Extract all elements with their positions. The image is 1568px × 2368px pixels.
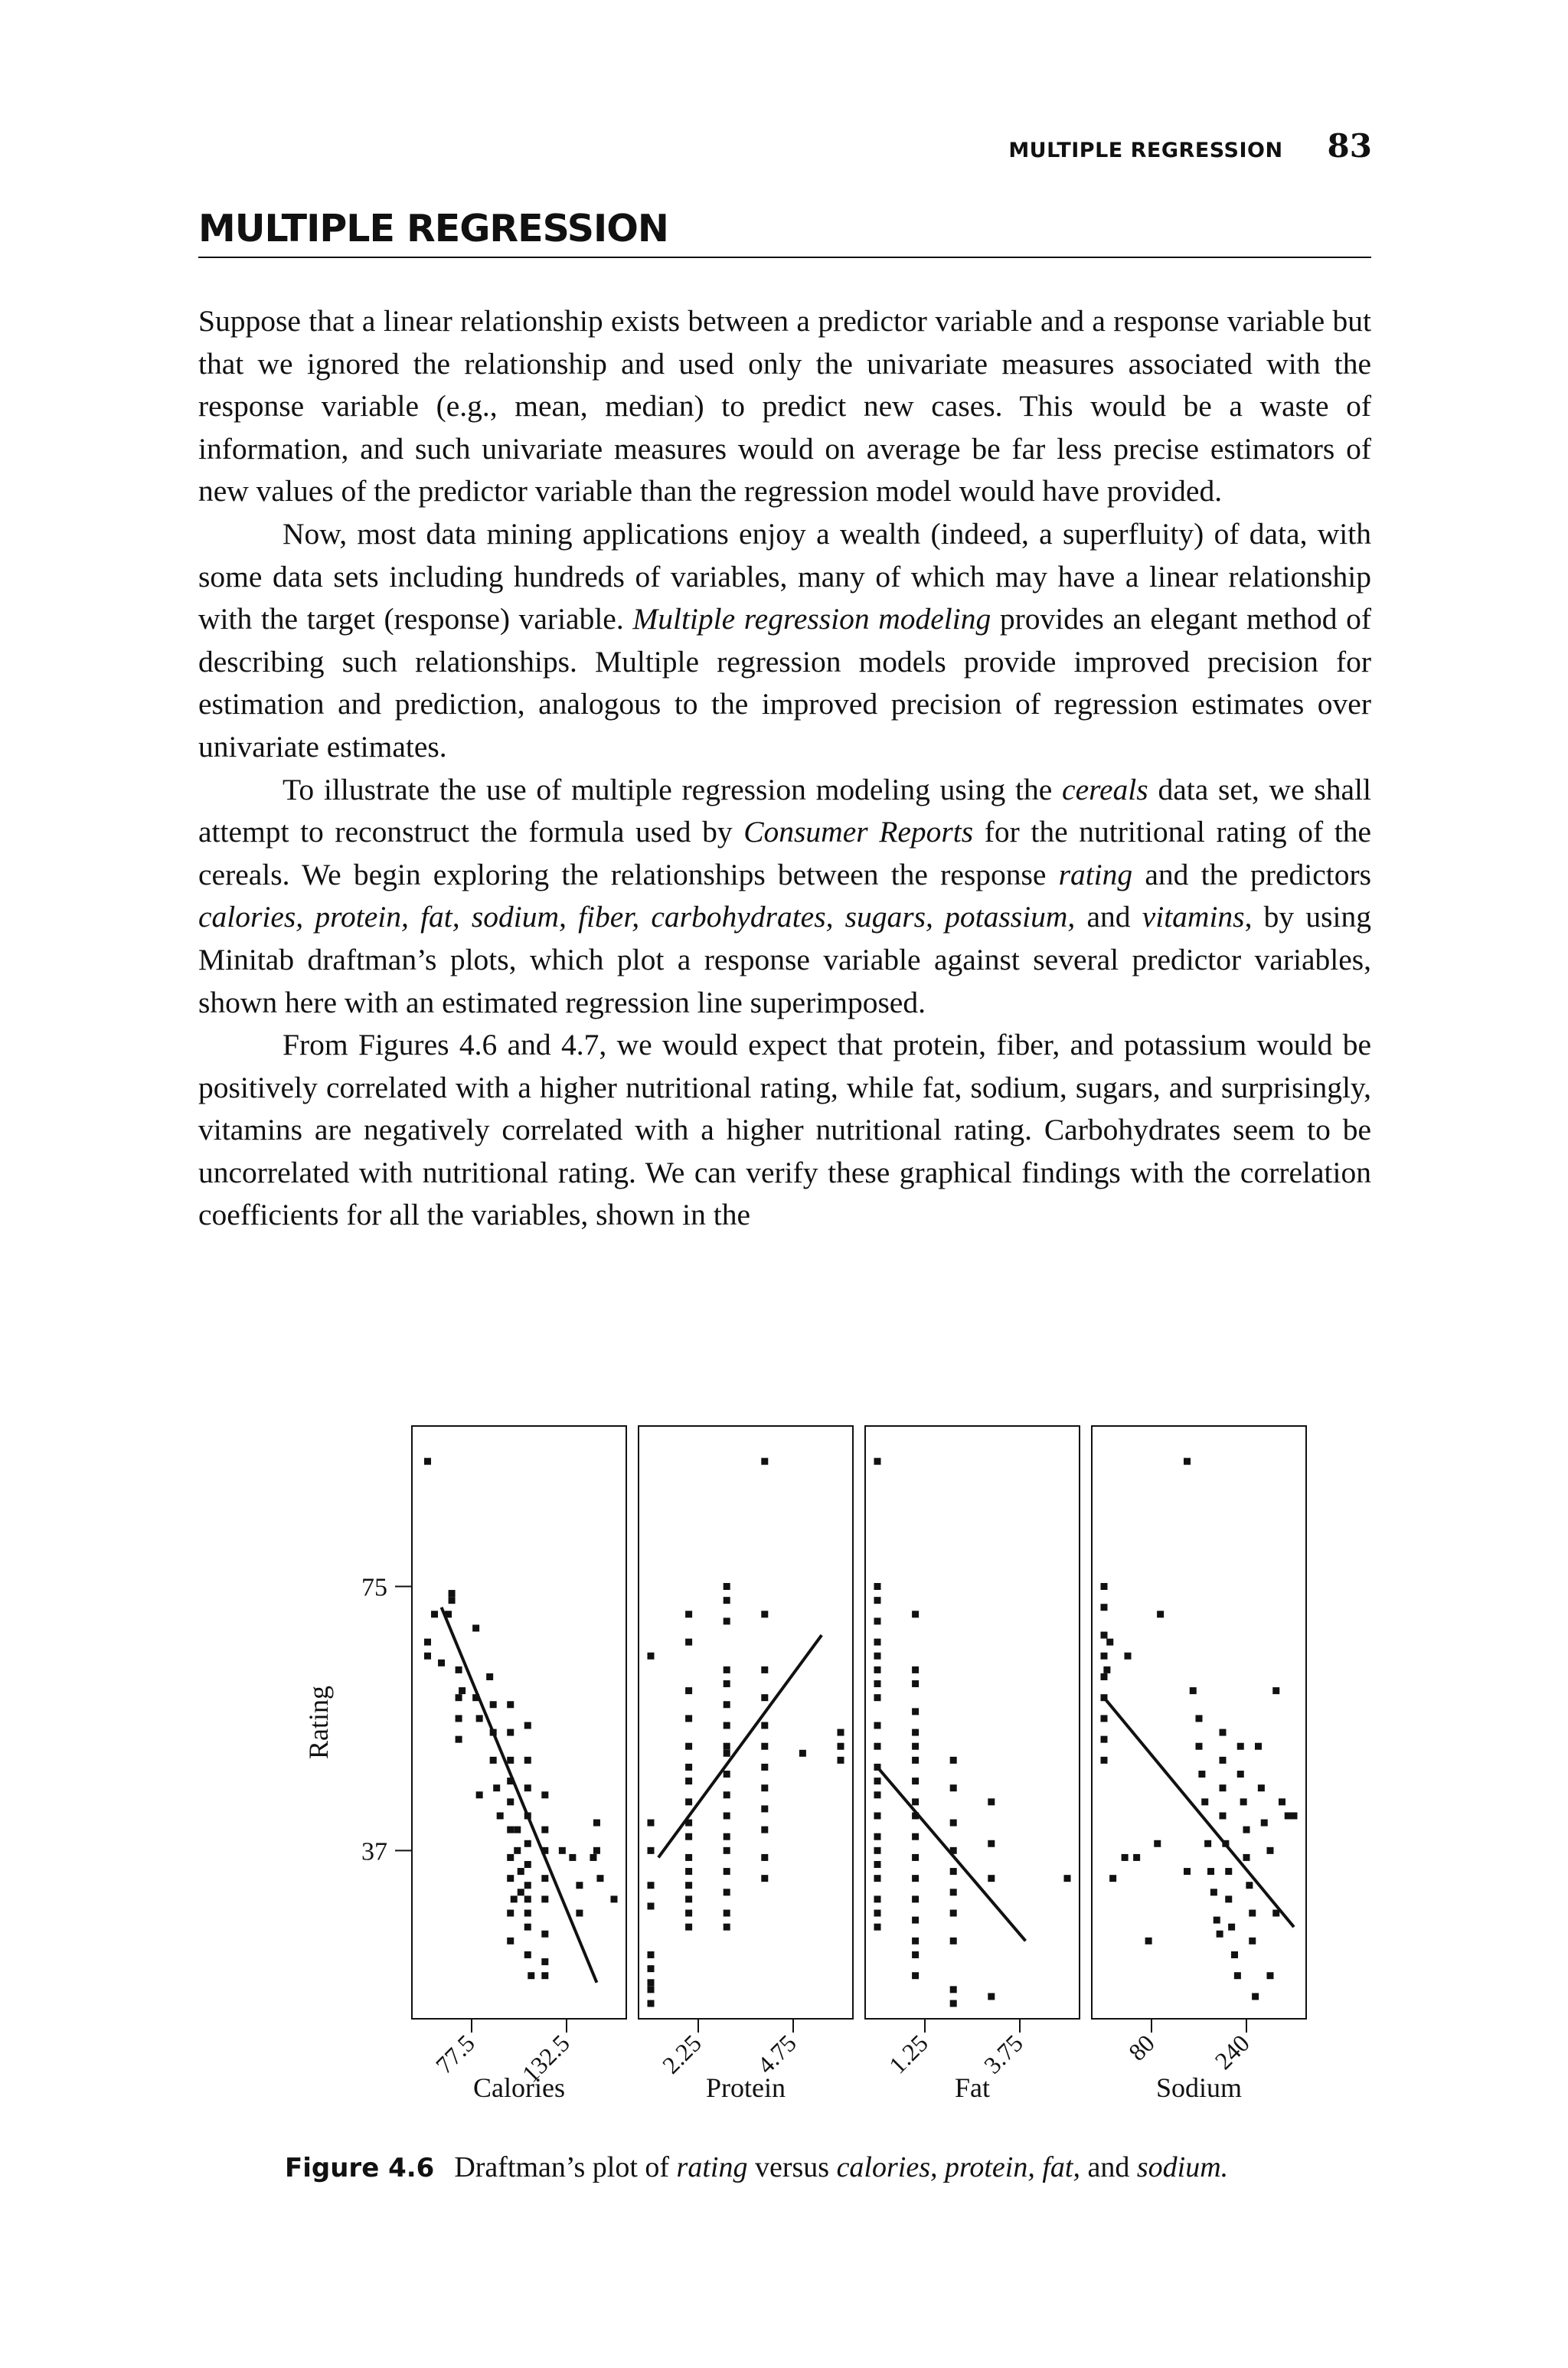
data-point bbox=[449, 1597, 456, 1604]
italic-term: sodium. bbox=[1136, 2151, 1229, 2183]
data-point bbox=[648, 2000, 655, 2007]
data-point bbox=[541, 1875, 548, 1882]
text-run: Draftman’s plot of bbox=[454, 2151, 677, 2183]
data-point bbox=[1252, 1993, 1259, 2000]
data-point bbox=[724, 1750, 730, 1757]
data-point bbox=[438, 1660, 445, 1666]
x-tick-label: 80 bbox=[1122, 2029, 1160, 2066]
data-point bbox=[1210, 1889, 1217, 1895]
data-point bbox=[685, 1924, 692, 1931]
data-point bbox=[507, 1757, 514, 1764]
regression-line bbox=[442, 1608, 597, 1983]
data-point bbox=[874, 1680, 881, 1687]
x-tick-label: 1.25 bbox=[883, 2029, 933, 2079]
data-point bbox=[524, 1861, 531, 1868]
data-point bbox=[472, 1624, 479, 1631]
data-point bbox=[724, 1701, 730, 1708]
data-point bbox=[761, 1743, 768, 1750]
data-point bbox=[685, 1910, 692, 1917]
regression-line bbox=[1104, 1698, 1294, 1927]
data-point bbox=[476, 1791, 483, 1798]
data-point bbox=[1225, 1868, 1232, 1875]
data-point bbox=[493, 1784, 500, 1791]
data-point bbox=[685, 1611, 692, 1617]
data-point bbox=[1285, 1812, 1292, 1819]
data-point bbox=[596, 1875, 603, 1882]
data-point bbox=[724, 1743, 730, 1750]
data-point bbox=[724, 1812, 730, 1819]
data-point bbox=[1106, 1639, 1113, 1646]
data-point bbox=[576, 1882, 583, 1889]
x-tick-label: 132.5 bbox=[516, 2029, 575, 2088]
data-point bbox=[476, 1715, 483, 1722]
italic-term: vitamins bbox=[1142, 900, 1245, 934]
data-point bbox=[1109, 1875, 1116, 1882]
data-point bbox=[648, 1986, 655, 1993]
data-point bbox=[1243, 1854, 1250, 1861]
data-point bbox=[507, 1701, 514, 1708]
data-point bbox=[685, 1868, 692, 1875]
data-point bbox=[724, 1847, 730, 1854]
data-point bbox=[507, 1910, 514, 1917]
data-point bbox=[456, 1666, 462, 1673]
data-point bbox=[761, 1827, 768, 1833]
text-run: From Figures 4.6 and 4.7, we would expect that protein, fiber, and potassium would be positively correlated with a higher nutritional rating, while fat, sodium, sugars, and surprisingly, vitamins are negatively correlated with a higher nutritional rating. Carbohydrates seem to be uncorrelated with nutritional rating. We can verify these graphical findings with the correlation coefficients for all the variables, shown in the bbox=[198, 1028, 1371, 1232]
data-point bbox=[724, 1583, 730, 1590]
data-point bbox=[1243, 1827, 1250, 1833]
data-point bbox=[912, 1833, 919, 1840]
section-title: MULTIPLE REGRESSION bbox=[198, 207, 1371, 258]
data-point bbox=[559, 1847, 566, 1854]
data-point bbox=[912, 1729, 919, 1736]
data-point bbox=[950, 1986, 957, 1993]
x-axis-label: Fat bbox=[954, 2072, 991, 2103]
data-point bbox=[1279, 1798, 1285, 1805]
data-point bbox=[1220, 1812, 1227, 1819]
data-point bbox=[507, 1938, 514, 1944]
data-point bbox=[1220, 1729, 1227, 1736]
data-point bbox=[1291, 1812, 1298, 1819]
data-point bbox=[1267, 1972, 1274, 1979]
y-tick-label: 75 bbox=[361, 1573, 387, 1602]
data-point bbox=[1207, 1868, 1214, 1875]
data-point bbox=[1122, 1854, 1129, 1861]
data-point bbox=[1101, 1583, 1108, 1590]
data-point bbox=[1145, 1938, 1152, 1944]
x-tick-label: 4.75 bbox=[751, 2029, 802, 2079]
data-point bbox=[874, 1597, 881, 1604]
data-point bbox=[874, 1653, 881, 1660]
data-point bbox=[912, 1798, 919, 1805]
data-point bbox=[1101, 1673, 1108, 1680]
body-text bbox=[198, 300, 1371, 1237]
text-run: , by using Minitab draftman’s plots, which plot a response variable against several predictor variables, shown here with an estimated regression line superimposed. bbox=[198, 900, 1371, 1019]
x-tick-label: 2.25 bbox=[656, 2029, 707, 2079]
data-point bbox=[1184, 1868, 1191, 1875]
data-point bbox=[528, 1972, 534, 1979]
data-point bbox=[874, 1861, 881, 1868]
panel-frame-protein bbox=[639, 1426, 853, 2019]
italic-term: rating bbox=[1058, 857, 1133, 891]
data-point bbox=[593, 1847, 600, 1854]
data-point bbox=[1214, 1917, 1220, 1924]
data-point bbox=[912, 1938, 919, 1944]
data-point bbox=[724, 1910, 730, 1917]
data-point bbox=[950, 1889, 957, 1895]
italic-term: calories, protein, fat, bbox=[836, 2151, 1080, 2183]
data-point bbox=[431, 1611, 438, 1617]
data-point bbox=[724, 1597, 730, 1604]
data-point bbox=[1101, 1632, 1108, 1639]
data-point bbox=[524, 1910, 531, 1917]
data-point bbox=[648, 1951, 655, 1958]
data-point bbox=[524, 1895, 531, 1902]
data-point bbox=[648, 1847, 655, 1854]
data-point bbox=[912, 1778, 919, 1784]
data-point bbox=[950, 1757, 957, 1764]
data-point bbox=[424, 1653, 431, 1660]
data-point bbox=[1157, 1611, 1164, 1617]
italic-term: Consumer Reports bbox=[743, 815, 974, 849]
data-point bbox=[569, 1854, 576, 1861]
data-point bbox=[838, 1743, 844, 1750]
data-point bbox=[541, 1972, 548, 1979]
data-point bbox=[912, 1895, 919, 1902]
data-point bbox=[874, 1924, 881, 1931]
data-point bbox=[799, 1750, 806, 1757]
figure-label: Figure 4.6 bbox=[285, 2153, 435, 2183]
running-head bbox=[1008, 127, 1372, 165]
data-point bbox=[1258, 1784, 1265, 1791]
data-point bbox=[988, 1798, 995, 1805]
text-run: provides an elegant method of describing such relationships. Multiple regression models provide improved precision for estimation and prediction, analogous to the improved precision of regression estimates over univariate estimates. bbox=[198, 602, 1371, 764]
data-point bbox=[912, 1708, 919, 1715]
data-point bbox=[685, 1854, 692, 1861]
data-point bbox=[874, 1583, 881, 1590]
data-point bbox=[611, 1895, 618, 1902]
data-point bbox=[507, 1729, 514, 1736]
italic-term: calories, protein, fat, sodium, fiber, carbohydrates, sugars, potassium, bbox=[198, 900, 1076, 934]
data-point bbox=[1225, 1895, 1232, 1902]
data-point bbox=[912, 1951, 919, 1958]
data-point bbox=[761, 1611, 768, 1617]
data-point bbox=[912, 1680, 919, 1687]
data-point bbox=[1101, 1736, 1108, 1743]
panel-frame-calories bbox=[412, 1426, 626, 2019]
running-title: MULTIPLE REGRESSION bbox=[1008, 139, 1283, 162]
data-point bbox=[459, 1687, 466, 1694]
data-point bbox=[507, 1854, 514, 1861]
data-point bbox=[912, 1757, 919, 1764]
x-axis-label: Calories bbox=[473, 2072, 565, 2103]
data-point bbox=[576, 1910, 583, 1917]
data-point bbox=[724, 1722, 730, 1729]
data-point bbox=[456, 1715, 462, 1722]
data-point bbox=[874, 1722, 881, 1729]
data-point bbox=[685, 1895, 692, 1902]
data-point bbox=[912, 1875, 919, 1882]
data-point bbox=[912, 1743, 919, 1750]
data-point bbox=[685, 1798, 692, 1805]
data-point bbox=[524, 1840, 531, 1847]
data-point bbox=[912, 1854, 919, 1861]
data-point bbox=[874, 1910, 881, 1917]
data-point bbox=[524, 1784, 531, 1791]
data-point bbox=[724, 1889, 730, 1895]
x-tick-label: 3.75 bbox=[978, 2029, 1028, 2079]
y-axis-label: Rating bbox=[303, 1686, 334, 1759]
data-point bbox=[1103, 1666, 1110, 1673]
data-point bbox=[514, 1827, 521, 1833]
data-point bbox=[874, 1458, 881, 1465]
data-point bbox=[541, 1931, 548, 1938]
data-point bbox=[593, 1820, 600, 1827]
data-point bbox=[648, 1882, 655, 1889]
data-point bbox=[507, 1875, 514, 1882]
page-number: 83 bbox=[1327, 127, 1372, 165]
data-point bbox=[524, 1757, 531, 1764]
x-tick-label: 240 bbox=[1209, 2029, 1255, 2075]
italic-term: rating bbox=[676, 2151, 748, 2183]
data-point bbox=[507, 1798, 514, 1805]
data-point bbox=[1240, 1798, 1247, 1805]
data-point bbox=[1231, 1951, 1238, 1958]
data-point bbox=[1237, 1743, 1244, 1750]
data-point bbox=[724, 1771, 730, 1778]
text-run: for the nutritional rating of the cereals. We begin exploring the relationships between the response bbox=[198, 815, 1371, 891]
data-point bbox=[685, 1687, 692, 1694]
data-point bbox=[1255, 1743, 1262, 1750]
figure-caption bbox=[285, 2150, 1228, 2184]
data-point bbox=[424, 1458, 431, 1465]
data-point bbox=[950, 1868, 957, 1875]
caption-text bbox=[454, 2151, 1228, 2183]
data-point bbox=[724, 1617, 730, 1624]
data-point bbox=[1196, 1715, 1203, 1722]
data-point bbox=[950, 1784, 957, 1791]
data-point bbox=[456, 1736, 462, 1743]
data-point bbox=[685, 1882, 692, 1889]
text-run: data set, we shall attempt to reconstruct the formula used by bbox=[198, 772, 1371, 849]
data-point bbox=[1101, 1653, 1108, 1660]
data-point bbox=[724, 1680, 730, 1687]
text-run: and bbox=[1075, 900, 1142, 934]
data-point bbox=[486, 1673, 493, 1680]
data-point bbox=[724, 1924, 730, 1931]
data-point bbox=[1217, 1931, 1223, 1938]
x-axis-label: Protein bbox=[706, 2072, 786, 2103]
text-run: and the predictors bbox=[1132, 857, 1371, 891]
data-point bbox=[912, 1917, 919, 1924]
draftman-plot bbox=[0, 1363, 1568, 2206]
data-point bbox=[950, 1910, 957, 1917]
data-point bbox=[874, 1666, 881, 1673]
data-point bbox=[874, 1743, 881, 1750]
data-point bbox=[1101, 1757, 1108, 1764]
text-run: To illustrate the use of multiple regression modeling using the bbox=[283, 772, 1063, 806]
x-tick-label: 77.5 bbox=[430, 2029, 480, 2079]
data-point bbox=[761, 1722, 768, 1729]
data-point bbox=[685, 1764, 692, 1771]
data-point bbox=[648, 1653, 655, 1660]
data-point bbox=[1196, 1743, 1203, 1750]
data-point bbox=[1261, 1820, 1268, 1827]
data-point bbox=[874, 1875, 881, 1882]
data-point bbox=[988, 1993, 995, 2000]
data-point bbox=[761, 1764, 768, 1771]
data-point bbox=[874, 1833, 881, 1840]
data-point bbox=[1249, 1910, 1256, 1917]
data-point bbox=[761, 1458, 768, 1465]
text-run: Now, most data mining applications enjoy a wealth (indeed, a superfluity) of data, with some data sets including hundreds of variables, many of which may have a linear relationship with the target (response) variable. bbox=[198, 516, 1371, 636]
data-point bbox=[874, 1895, 881, 1902]
data-point bbox=[648, 1820, 655, 1827]
data-point bbox=[648, 1979, 655, 1986]
paragraph bbox=[198, 300, 1371, 513]
data-point bbox=[874, 1639, 881, 1646]
figure-4-6 bbox=[0, 1363, 1568, 2206]
data-point bbox=[507, 1827, 514, 1833]
data-point bbox=[874, 1778, 881, 1784]
data-point bbox=[514, 1847, 521, 1854]
text-run: and bbox=[1080, 2151, 1137, 2183]
data-point bbox=[524, 1951, 531, 1958]
data-point bbox=[518, 1868, 524, 1875]
data-point bbox=[541, 1895, 548, 1902]
data-point bbox=[912, 1972, 919, 1979]
paragraph bbox=[198, 513, 1371, 769]
data-point bbox=[761, 1805, 768, 1812]
data-point bbox=[1220, 1784, 1227, 1791]
data-point bbox=[685, 1743, 692, 1750]
data-point bbox=[912, 1611, 919, 1617]
data-point bbox=[1184, 1458, 1191, 1465]
data-point bbox=[648, 1902, 655, 1909]
data-point bbox=[761, 1784, 768, 1791]
data-point bbox=[761, 1666, 768, 1673]
data-point bbox=[761, 1694, 768, 1701]
data-point bbox=[1246, 1882, 1253, 1889]
data-point bbox=[648, 1965, 655, 1972]
data-point bbox=[1228, 1924, 1235, 1931]
data-point bbox=[950, 1820, 957, 1827]
data-point bbox=[874, 1617, 881, 1624]
data-point bbox=[1249, 1938, 1256, 1944]
data-point bbox=[912, 1666, 919, 1673]
data-point bbox=[1101, 1715, 1108, 1722]
data-point bbox=[761, 1854, 768, 1861]
data-point bbox=[838, 1757, 844, 1764]
x-axis-label: Sodium bbox=[1155, 2072, 1243, 2103]
data-point bbox=[874, 1847, 881, 1854]
text-run: Suppose that a linear relationship exists between a predictor variable and a response variable but that we ignored the relationship and used only the univariate measures associated with the response variable (e.g., mean, median) to predict new cases. This would be a waste of information, and such univariate measures would on average be far less precise estimators of new values of the predictor variable than the regression model would have provided. bbox=[198, 304, 1371, 509]
data-point bbox=[874, 1812, 881, 1819]
data-point bbox=[1190, 1687, 1197, 1694]
data-point bbox=[541, 1827, 548, 1833]
data-point bbox=[1204, 1840, 1211, 1847]
panel-frame-fat bbox=[865, 1426, 1080, 2019]
data-point bbox=[1125, 1653, 1132, 1660]
data-point bbox=[511, 1895, 518, 1902]
data-point bbox=[685, 1639, 692, 1646]
data-point bbox=[1101, 1604, 1108, 1611]
data-point bbox=[524, 1924, 531, 1931]
italic-term: cereals bbox=[1062, 772, 1148, 806]
data-point bbox=[874, 1694, 881, 1701]
data-point bbox=[541, 1958, 548, 1965]
data-point bbox=[761, 1875, 768, 1882]
data-point bbox=[524, 1882, 531, 1889]
data-point bbox=[1201, 1798, 1208, 1805]
data-point bbox=[424, 1639, 431, 1646]
paragraph bbox=[198, 769, 1371, 1025]
data-point bbox=[1267, 1847, 1274, 1854]
data-point bbox=[524, 1722, 531, 1729]
data-point bbox=[1154, 1840, 1161, 1847]
data-point bbox=[874, 1791, 881, 1798]
data-point bbox=[1234, 1972, 1241, 1979]
data-point bbox=[1198, 1771, 1205, 1778]
data-point bbox=[685, 1715, 692, 1722]
data-point bbox=[1237, 1771, 1244, 1778]
italic-term: Multiple regression modeling bbox=[632, 602, 991, 636]
data-point bbox=[490, 1701, 497, 1708]
data-point bbox=[724, 1791, 730, 1798]
data-point bbox=[950, 2000, 957, 2007]
data-point bbox=[1272, 1687, 1279, 1694]
data-point bbox=[590, 1854, 596, 1861]
data-point bbox=[518, 1889, 524, 1895]
data-point bbox=[1064, 1875, 1071, 1882]
regression-line bbox=[658, 1635, 822, 1857]
data-point bbox=[838, 1729, 844, 1736]
y-tick-label: 37 bbox=[361, 1837, 387, 1866]
data-point bbox=[449, 1590, 456, 1597]
text-run: versus bbox=[747, 2151, 837, 2183]
paragraph bbox=[198, 1024, 1371, 1237]
data-point bbox=[456, 1694, 462, 1701]
data-point bbox=[1220, 1757, 1227, 1764]
data-point bbox=[490, 1757, 497, 1764]
data-point bbox=[724, 1833, 730, 1840]
data-point bbox=[1133, 1854, 1140, 1861]
data-point bbox=[724, 1868, 730, 1875]
data-point bbox=[541, 1791, 548, 1798]
data-point bbox=[724, 1666, 730, 1673]
data-point bbox=[685, 1833, 692, 1840]
data-point bbox=[988, 1840, 995, 1847]
data-point bbox=[685, 1778, 692, 1784]
data-point bbox=[950, 1938, 957, 1944]
data-point bbox=[497, 1812, 504, 1819]
data-point bbox=[988, 1875, 995, 1882]
